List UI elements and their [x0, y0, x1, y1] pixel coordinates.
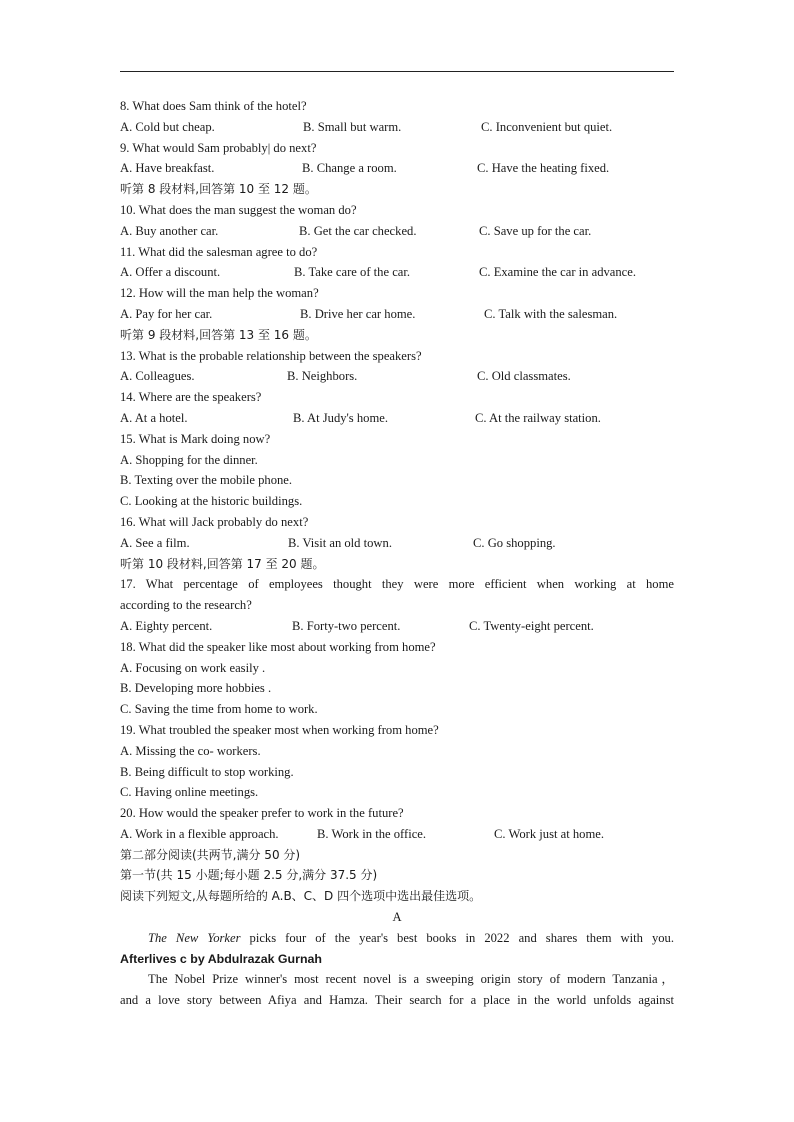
header-rule: [120, 71, 674, 72]
question-11-stem: 11. What did the salesman agree to do?: [120, 244, 318, 259]
part2-instruction: 阅读下列短文,从每题所给的 A.B、C、D 四个选项中选出最佳选项。: [120, 889, 482, 904]
question-14-stem: 14. Where are the speakers?: [120, 390, 262, 405]
passage-intro-text: picks four of the year's best books in 2022 and shares them with you.: [240, 930, 675, 945]
question-8-stem: 8. What does Sam think of the hotel?: [120, 99, 307, 113]
part2-section1: 第一节(共 15 小题;每小题 2.5 分,满分 37.5 分): [120, 868, 378, 883]
q18-option-a: A. Focusing on work easily .: [120, 660, 266, 675]
q19-option-a: A. Missing the co- workers.: [120, 743, 261, 758]
q8-option-c: C. Inconvenient but quiet.: [481, 119, 613, 134]
q15-option-b: B. Texting over the mobile phone.: [120, 473, 293, 488]
question-17-options: [120, 616, 674, 637]
book-title: Afterlives c by Abdulrazak Gurnah: [120, 951, 322, 966]
question-13-stem: 13. What is the probable relationship between the speakers?: [120, 348, 422, 363]
q15-option-a: A. Shopping for the dinner.: [120, 452, 258, 467]
question-18-stem: 18. What did the speaker like most about working from home?: [120, 639, 436, 654]
q10-option-b: B. Get the car checked.: [299, 223, 417, 238]
q17-option-b: B. Forty-two percent.: [292, 618, 401, 633]
q9-option-b: B. Change a room.: [302, 161, 397, 176]
section-9-instruction: 听第 9 段材料,回答第 13 至 16 题。: [120, 327, 317, 342]
exam-page-content: [120, 96, 674, 1011]
question-10-stem: 10. What does the man suggest the woman do?: [120, 202, 357, 217]
passage-paragraph-line2: and a love story between Afiya and Hamza. Their search for a place in the world unfolds against: [120, 993, 674, 1008]
q14-option-b: B. At Judy's home.: [293, 410, 388, 425]
q11-option-b: B. Take care of the car.: [294, 265, 411, 280]
q19-option-c: C. Having online meetings.: [120, 785, 259, 800]
q18-option-c: C. Saving the time from home to work.: [120, 702, 318, 717]
passage-intro: [120, 928, 674, 949]
q16-option-c: C. Go shopping.: [473, 535, 556, 550]
question-9-stem: 9. What would Sam probably| do next?: [120, 140, 317, 155]
q9-option-a: A. Have breakfast.: [120, 161, 215, 176]
q13-option-a: A. Colleagues.: [120, 369, 195, 384]
section-10-instruction: 听第 10 段材料,回答第 17 至 20 题。: [120, 556, 325, 571]
part2-heading: 第二部分阅读(共两节,满分 50 分): [120, 847, 301, 862]
question-17-stem-line2: according to the research?: [120, 598, 252, 613]
q8-option-b: B. Small but warm.: [303, 119, 402, 134]
question-20-stem: 20. How would the speaker prefer to work in the future?: [120, 806, 404, 821]
question-17-stem-line1: 17. What percentage of employees thought they were more efficient when working at home: [120, 577, 674, 592]
q13-option-c: C. Old classmates.: [477, 369, 571, 384]
q10-option-c: C. Save up for the car.: [479, 223, 592, 238]
q8-option-a: A. Cold but cheap.: [120, 119, 215, 134]
q17-option-a: A. Eighty percent.: [120, 618, 213, 633]
question-9-options: [120, 158, 674, 179]
question-14-options: [120, 408, 674, 429]
q17-option-c: C. Twenty-eight percent.: [469, 618, 594, 633]
question-19-stem: 19. What troubled the speaker most when working from home?: [120, 722, 439, 737]
q12-option-c: C. Talk with the salesman.: [484, 306, 618, 321]
q16-option-a: A. See a film.: [120, 535, 190, 550]
q20-option-a: A. Work in a flexible approach.: [120, 826, 279, 841]
question-13-options: [120, 366, 674, 387]
q15-option-c: C. Looking at the historic buildings.: [120, 494, 303, 509]
q16-option-b: B. Visit an old town.: [288, 535, 392, 550]
question-20-options: [120, 824, 674, 845]
section-8-instruction: 听第 8 段材料,回答第 10 至 12 题。: [120, 182, 317, 197]
q19-option-b: B. Being difficult to stop working.: [120, 764, 294, 779]
passage-label: A: [392, 910, 402, 925]
q20-option-c: C. Work just at home.: [494, 826, 604, 841]
question-15-stem: 15. What is Mark doing now?: [120, 431, 271, 446]
question-11-options: [120, 262, 674, 283]
q18-option-b: B. Developing more hobbies .: [120, 681, 272, 696]
question-16-options: [120, 533, 674, 554]
q12-option-a: A. Pay for her car.: [120, 306, 213, 321]
q20-option-b: B. Work in the office.: [317, 826, 427, 841]
question-10-options: [120, 221, 674, 242]
q9-option-c: C. Have the heating fixed.: [477, 161, 610, 176]
passage-paragraph-line1: The Nobel Prize winner's most recent novel is a sweeping origin story of modern Tanzania，: [148, 972, 674, 987]
q10-option-a: A. Buy another car.: [120, 223, 219, 238]
question-16-stem: 16. What will Jack probably do next?: [120, 514, 309, 529]
q14-option-a: A. At a hotel.: [120, 410, 188, 425]
q13-option-b: B. Neighbors.: [287, 369, 358, 384]
question-8-options: [120, 117, 674, 138]
question-12-stem: 12. How will the man help the woman?: [120, 286, 319, 301]
q11-option-c: C. Examine the car in advance.: [479, 265, 637, 280]
q14-option-c: C. At the railway station.: [475, 410, 601, 425]
question-12-options: [120, 304, 674, 325]
magazine-title: The New Yorker: [148, 930, 241, 945]
q12-option-b: B. Drive her car home.: [300, 306, 416, 321]
q11-option-a: A. Offer a discount.: [120, 265, 221, 280]
